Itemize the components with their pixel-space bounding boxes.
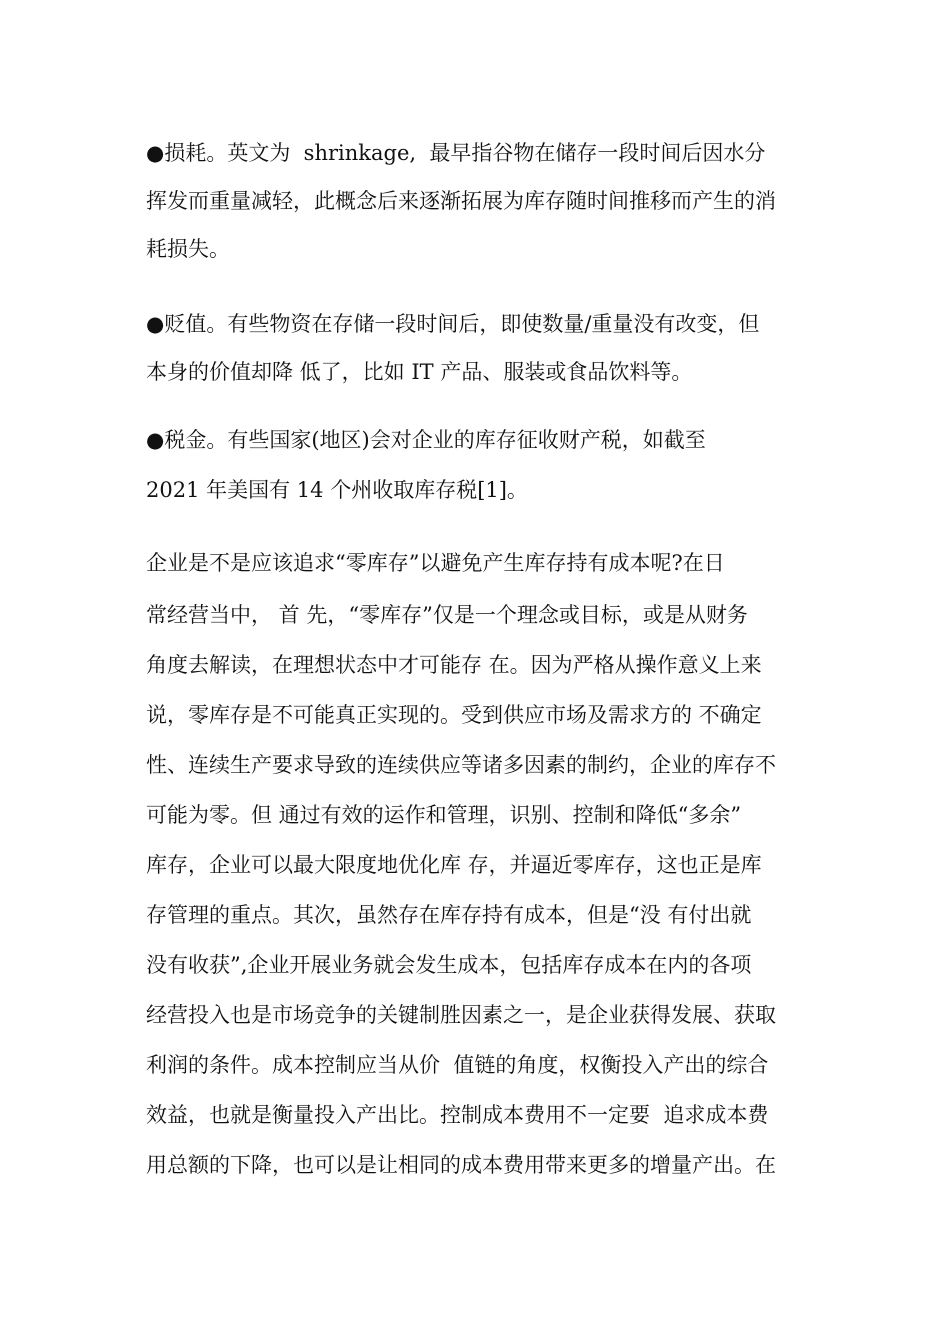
text-line: 利润的条件。成本控制应当从价 值链的角度，权衡投入产出的综合 <box>146 1053 769 1077</box>
text-line: 用总额的下降，也可以是让相同的成本费用带来更多的增量产出。在 <box>146 1153 776 1177</box>
text-line: 挥发而重量减轻，此概念后来逐渐拓展为库存随时间推移而产生的消 <box>146 189 776 213</box>
text-line: 存管理的重点。其次，虽然存在库存持有成本，但是“没 有付出就 <box>146 903 752 927</box>
text-line: 企业是不是应该追求“零库存”以避免产生库存持有成本呢?在日 <box>146 551 725 575</box>
text-line: 常经营当中， 首 先，“零库存”仅是一个理念或目标，或是从财务 <box>146 603 748 627</box>
text-line: 没有收获”,企业开展业务就会发生成本，包括库存成本在内的各项 <box>146 953 752 977</box>
text-line: ●损耗。英文为 shrinkage, 最早指谷物在储存一段时间后因水分 <box>146 141 766 165</box>
text-line: 效益，也就是衡量投入产出比。控制成本费用不一定要 追求成本费 <box>146 1103 769 1127</box>
text-line: 库存，企业可以最大限度地优化库 存，并逼近零库存，这也正是库 <box>146 853 762 877</box>
text-line: 本身的价值却降 低了，比如 IT 产品、服装或食品饮料等。 <box>146 360 693 384</box>
text-line: 可能为零。但 通过有效的运作和管理，识别、控制和降低“多余” <box>146 803 742 827</box>
text-line: 2021 年美国有 14 个州收取库存税[1]。 <box>146 478 528 502</box>
text-line: ●税金。有些国家(地区)会对企业的库存征收财产税，如截至 <box>146 428 706 452</box>
text-line: 说，零库存是不可能真正实现的。受到供应市场及需求方的 不确定 <box>146 703 762 727</box>
text-line: 经营投入也是市场竞争的关键制胜因素之一，是企业获得发展、获取 <box>146 1003 776 1027</box>
text-line: 性、连续生产要求导致的连续供应等诸多因素的制约，企业的库存不 <box>146 753 776 777</box>
text-line: 角度去解读，在理想状态中才可能存 在。因为严格从操作意义上来 <box>146 653 762 677</box>
text-line: ●贬值。有些物资在存储一段时间后，即使数量/重量没有改变，但 <box>146 312 760 336</box>
text-line: 耗损失。 <box>146 237 230 261</box>
